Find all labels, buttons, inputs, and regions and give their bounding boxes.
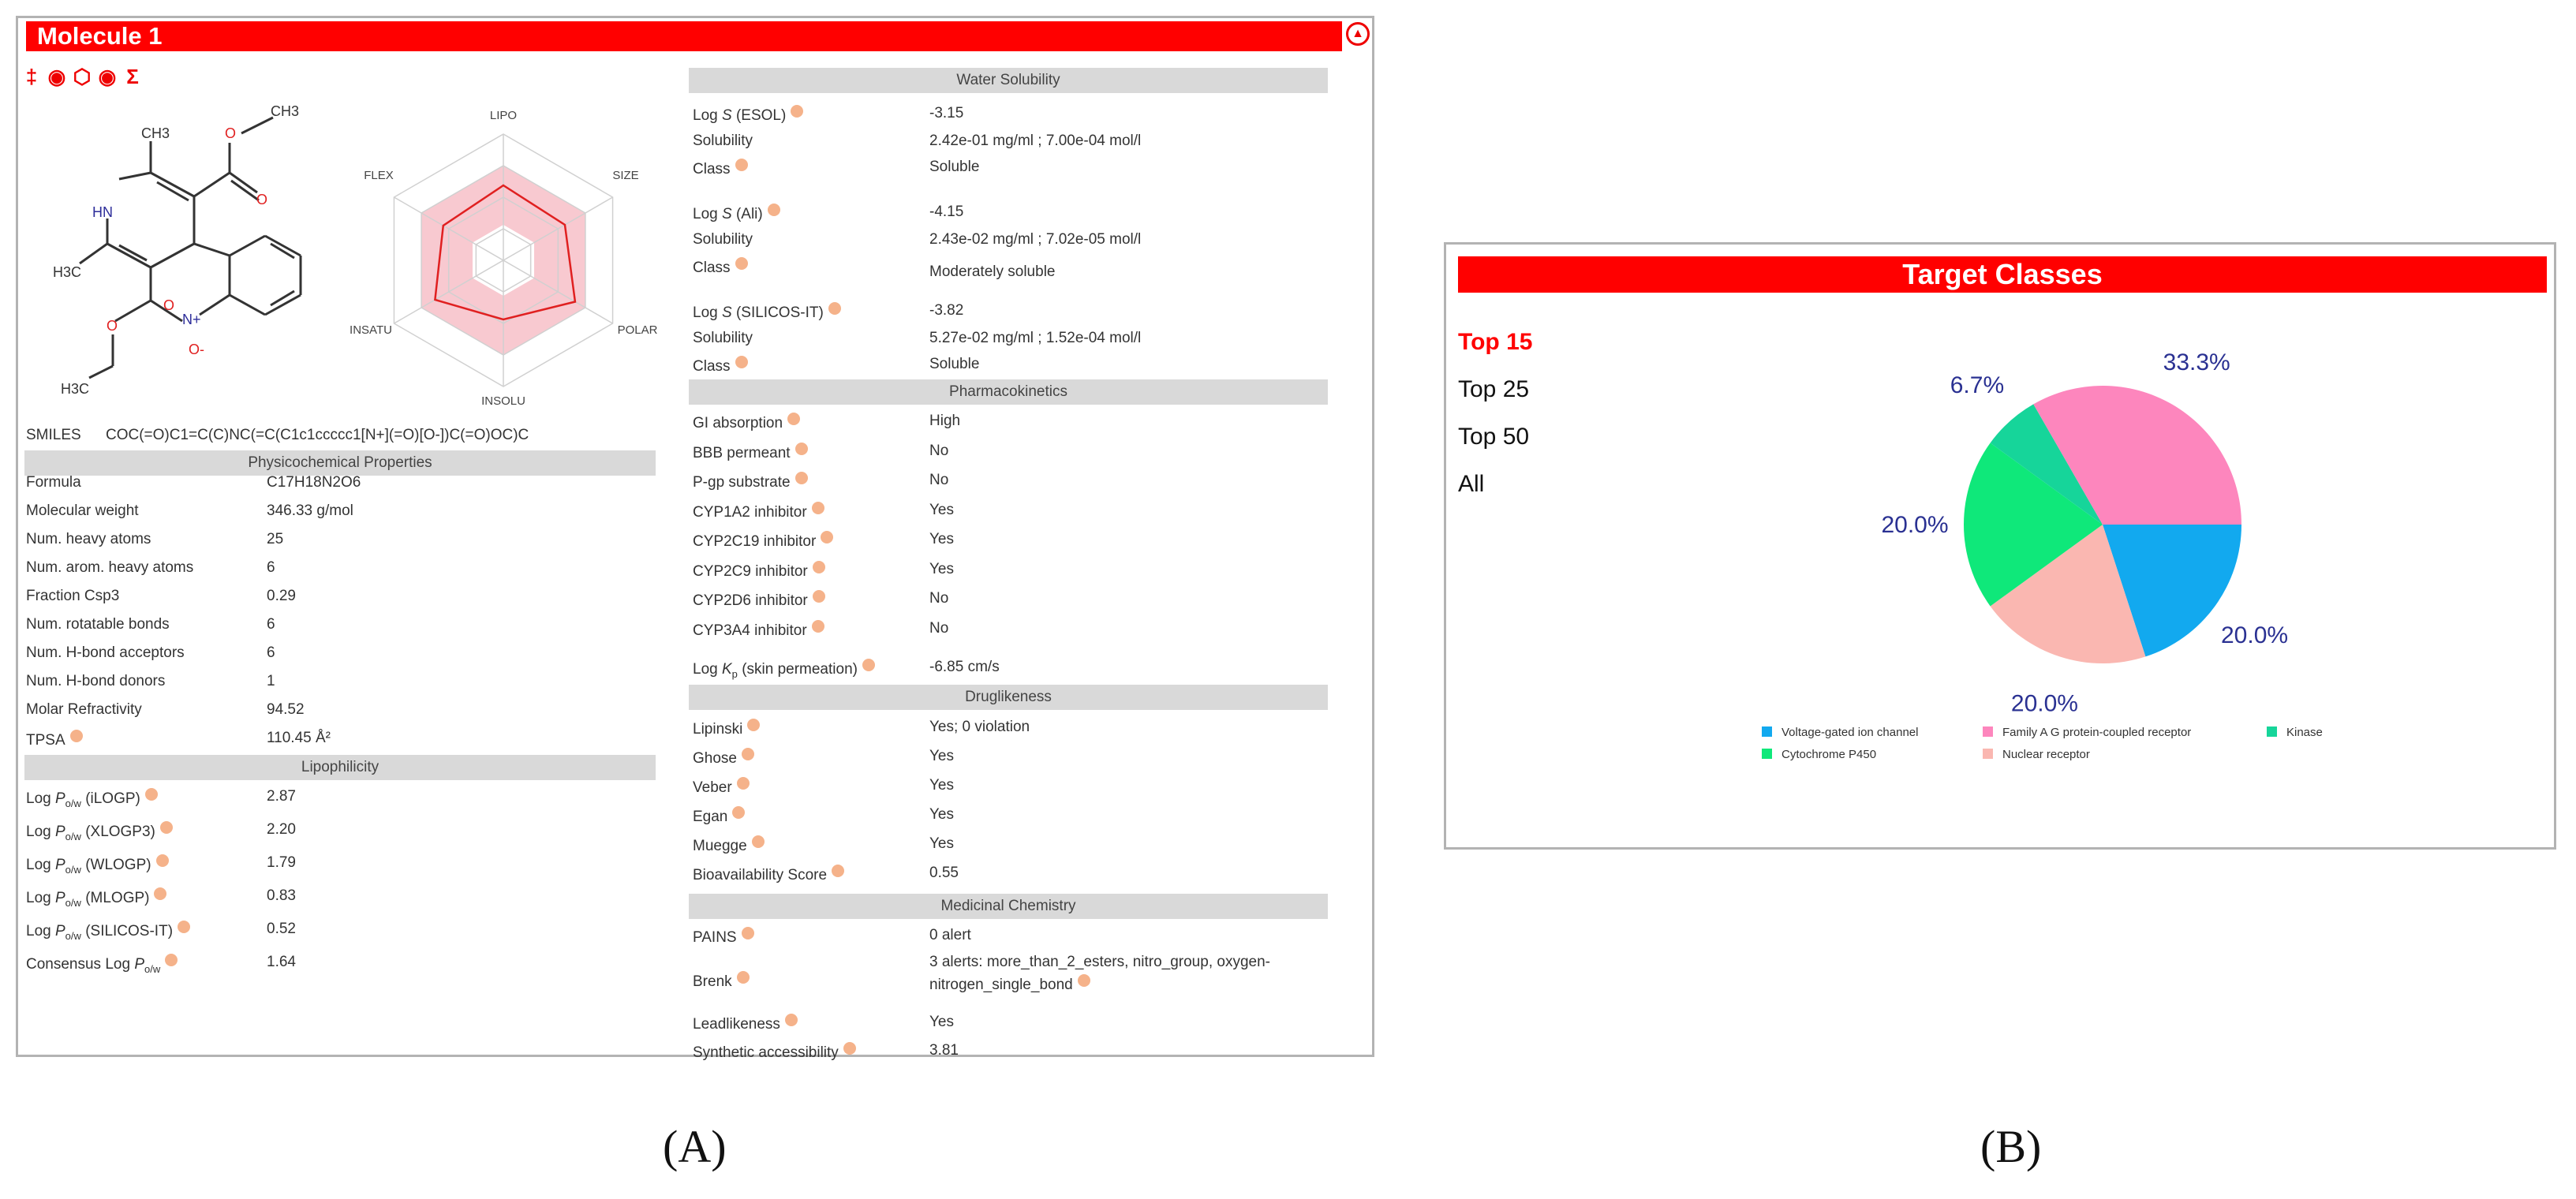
physchem-label-text: Formula: [26, 474, 81, 491]
info-icon[interactable]: [737, 777, 750, 790]
dl-row-value: 0.55: [929, 865, 959, 881]
legend-item: Kinase: [2267, 726, 2323, 739]
pie-data-label: 20.0%: [1881, 512, 1949, 538]
mc-row-value-cont: nitrogen_single_bond: [929, 974, 1090, 994]
tab-all[interactable]: All: [1458, 471, 1485, 497]
info-icon[interactable]: [752, 835, 765, 848]
medicinal-chemistry-section-header: Medicinal Chemistry: [689, 894, 1328, 919]
kp-row-value: -6.85 cm/s: [929, 659, 1000, 675]
nh-label: HN: [92, 204, 113, 220]
physchem-label-text: Fraction Csp3: [26, 588, 120, 604]
physchem-label-text: Num. H-bond acceptors: [26, 644, 185, 661]
pk-row-label: [693, 531, 833, 551]
physchem-row-label: [26, 701, 142, 719]
legend-item: Nuclear receptor: [1983, 748, 2090, 761]
physchem-row-label: [26, 673, 165, 690]
radar-label-insolu: INSOLU: [481, 394, 525, 408]
info-icon[interactable]: [812, 620, 824, 633]
info-icon[interactable]: [813, 590, 825, 603]
info-icon[interactable]: [813, 561, 825, 573]
log-s-value: -3.82: [929, 302, 964, 319]
info-icon[interactable]: [768, 204, 780, 216]
smiles-value: COC(=O)C1=C(C)NC(=C(C1c1ccccc1[N+](=O)[O-])C(=O)OC)C: [105, 427, 529, 443]
log-text: Log: [693, 304, 718, 321]
lipo-row-value: 2.20: [267, 821, 296, 838]
physchem-row-label: [26, 502, 139, 520]
oxygen-label: O: [225, 125, 237, 141]
pk-label-text: P-gp substrate: [693, 474, 791, 491]
figure-label-b: (B): [1980, 1121, 2042, 1172]
dl-row-label: [693, 748, 754, 768]
s-text: S: [721, 107, 732, 124]
lipo-row-label: Log $P_{o/w}$ (WLOGP): [26, 854, 169, 876]
target-classes-title: Target Classes: [1458, 256, 2547, 293]
info-icon[interactable]: [154, 887, 166, 900]
pk-row-label: [693, 590, 825, 610]
mc-row-value: 3.81: [929, 1042, 959, 1059]
info-icon[interactable]: [160, 821, 173, 834]
dl-row-value: Yes; 0 violation: [929, 719, 1030, 735]
physchem-label-text: Num. H-bond donors: [26, 673, 166, 689]
pk-row-label: [693, 620, 824, 640]
info-icon[interactable]: [735, 257, 748, 270]
dl-row-label: [693, 835, 765, 855]
pk-row-label: [693, 443, 808, 462]
mc-row-label: PAINS: [693, 927, 754, 947]
log-s-value: -3.15: [929, 105, 964, 121]
s-text: S: [721, 206, 732, 222]
pk-row-label: [693, 413, 800, 432]
info-icon[interactable]: [862, 659, 875, 671]
physchem-row-value: 1: [267, 673, 275, 689]
class-label: [693, 159, 748, 178]
tab-top-50[interactable]: Top 50: [1458, 424, 1530, 450]
info-icon[interactable]: [821, 531, 833, 543]
solubility-value: 2.43e-02 mg/ml ; 7.02e-05 mol/l: [929, 231, 1142, 248]
kp-row-label: Log $K_p$ (skin permeation): [693, 659, 875, 680]
pk-row-value: No: [929, 590, 949, 607]
physchem-row-value: C17H18N2O6: [267, 474, 361, 491]
fork-knife-icon[interactable]: ‡: [25, 65, 38, 88]
pk-row-value: Yes: [929, 531, 954, 547]
legend-swatch: [1983, 749, 1993, 759]
pk-row-value: Yes: [929, 560, 954, 577]
class-label-text: Class: [693, 358, 731, 375]
lipo-row-value: 0.83: [267, 887, 296, 904]
legend-swatch: [2267, 726, 2277, 737]
physchem-row-value: 94.52: [267, 701, 305, 718]
legend-item: Cytochrome P450: [1762, 748, 1876, 761]
method-text: (SILICOS-IT): [735, 304, 824, 321]
physchem-row-value: 6: [267, 644, 275, 661]
class-label-text: Class: [693, 260, 731, 276]
physchem-row-label: [26, 616, 170, 633]
target-classes-pie-chart: [1746, 316, 2456, 718]
ch3-label: CH3: [141, 125, 170, 141]
pk-label-text: BBB permeant: [693, 444, 791, 461]
info-icon[interactable]: [70, 730, 83, 742]
lipo-row-value: 1.64: [267, 954, 296, 970]
target-classes-panel: [1444, 242, 2556, 850]
legend-swatch: [1983, 726, 1993, 737]
physchem-label-text: Num. rotatable bonds: [26, 616, 170, 633]
physchem-row-value: 0.29: [267, 588, 296, 604]
info-icon[interactable]: [178, 921, 190, 933]
info-icon[interactable]: [732, 806, 745, 819]
legend-item: Voltage-gated ion channel: [1762, 726, 1918, 739]
physchem-row-value: 346.33 g/mol: [267, 502, 353, 519]
druglikeness-section-header: Druglikeness: [689, 685, 1328, 710]
solubility-value: 2.42e-01 mg/ml ; 7.00e-04 mol/l: [929, 133, 1142, 149]
oxygen-label: O-: [189, 342, 204, 357]
chevron-up-circle-icon[interactable]: ▲: [1346, 22, 1370, 46]
tab-top-25[interactable]: Top 25: [1458, 376, 1530, 402]
dl-row-label: [693, 719, 760, 738]
log-s-row-label: [693, 302, 841, 322]
water-solubility-section-header: Water Solubility: [689, 68, 1328, 93]
molecule-structure-drawing: [24, 94, 340, 417]
dl-row-value: Yes: [929, 806, 954, 823]
smiles-row: [26, 427, 529, 444]
dl-row-value: Yes: [929, 777, 954, 794]
class-label: [693, 257, 748, 277]
info-icon[interactable]: [747, 719, 760, 731]
physchem-section-header: Physicochemical Properties: [24, 450, 656, 476]
pk-row-value: No: [929, 619, 949, 637]
ch3-label: H3C: [61, 381, 90, 397]
pk-label-text: GI absorption: [693, 415, 783, 431]
oxygen-label: O: [107, 318, 118, 334]
solubility-label: Solubility: [693, 231, 753, 248]
info-icon[interactable]: [795, 443, 808, 455]
pk-row-value: Yes: [929, 501, 954, 518]
pk-row-label: [693, 561, 825, 581]
class-value: Soluble: [929, 356, 980, 372]
sigma-icon[interactable]: Σ: [126, 65, 139, 88]
info-icon[interactable]: [787, 413, 800, 425]
solubility-label: Solubility: [693, 133, 753, 149]
molecule-panel: [16, 16, 1374, 1061]
ch3-label: H3C: [53, 264, 82, 280]
physchem-row-label: [26, 559, 193, 577]
lipo-row-label: Log $P_{o/w}$ (MLOGP): [26, 887, 166, 909]
pk-label-text: CYP2C19 inhibitor: [693, 533, 817, 550]
pie-data-label: 33.3%: [2163, 349, 2230, 376]
class-value: Moderately soluble: [929, 263, 1056, 280]
lipo-row-value: 2.87: [267, 788, 296, 805]
physchem-row-value: 110.45 Å²: [267, 730, 331, 746]
lipo-row-value: 1.79: [267, 854, 296, 871]
physchem-row-label: [26, 730, 83, 749]
legend-item: Family A G protein-coupled receptor: [1983, 726, 2191, 739]
pie-data-label: 6.7%: [1950, 372, 2005, 398]
mc-row-value: 0 alert: [929, 927, 971, 943]
log-text: Log: [693, 107, 718, 124]
pk-label-text: CYP1A2 inhibitor: [693, 503, 807, 521]
info-icon[interactable]: [145, 788, 158, 801]
physchem-row-value: 25: [267, 531, 284, 547]
tab-top-15[interactable]: Top 15: [1458, 329, 1533, 355]
mc-row-value: 3 alerts: more_than_2_esters, nitro_group, oxygen-: [929, 954, 1270, 970]
info-icon[interactable]: [742, 927, 754, 939]
solubility-label: Solubility: [693, 330, 753, 346]
ch3-label: CH3: [271, 103, 300, 119]
mc-row-value: Yes: [929, 1014, 954, 1030]
tool-icon-bar: [21, 64, 143, 89]
method-text: (Ali): [735, 206, 763, 222]
pk-label-text: CYP2D6 inhibitor: [693, 592, 808, 609]
dl-row-label: [693, 806, 745, 826]
class-label: [693, 356, 748, 375]
physchem-row-value: 6: [267, 616, 275, 633]
method-text: (ESOL): [735, 107, 787, 124]
radar-label-lipo: LIPO: [489, 109, 518, 122]
pill-icon[interactable]: ◉: [98, 65, 117, 88]
class-value: Soluble: [929, 159, 980, 175]
physchem-label-text: TPSA: [26, 732, 65, 749]
log-text: Log: [693, 206, 718, 222]
radar-label-insatu: INSATU: [350, 323, 392, 337]
lipo-row-label: Log $P_{o/w}$ (XLOGP3): [26, 821, 173, 842]
radar-label-flex: FLEX: [364, 169, 394, 182]
pk-row-label: [693, 472, 808, 491]
physchem-label-text: Molecular weight: [26, 502, 139, 519]
dl-label-text: Veber: [693, 779, 732, 796]
lipo-row-value: 0.52: [267, 921, 296, 937]
pk-label-text: CYP3A4 inhibitor: [693, 622, 807, 639]
radar-label-polar: POLAR: [617, 323, 658, 337]
log-s-row-label: [693, 105, 803, 125]
dl-row-label: [693, 865, 844, 884]
info-icon[interactable]: [832, 865, 844, 877]
pharmacokinetics-section-header: Pharmacokinetics: [689, 379, 1328, 405]
info-icon[interactable]: [812, 502, 824, 514]
dl-row-value: Yes: [929, 835, 954, 852]
dl-label-text: Lipinski: [693, 721, 743, 738]
physchem-row-label: [26, 644, 185, 662]
physchem-label-text: Num. arom. heavy atoms: [26, 559, 194, 576]
info-icon[interactable]: [737, 971, 750, 984]
pk-row-value: No: [929, 472, 949, 488]
oxygen-label: O: [256, 192, 268, 207]
physchem-row-value: 6: [267, 559, 275, 576]
hexagon-icon[interactable]: ⬡: [73, 65, 92, 88]
pie-data-label: 20.0%: [2010, 690, 2078, 717]
info-icon[interactable]: [156, 854, 169, 867]
bioavailability-radar: [314, 91, 693, 430]
mc-row-label: Brenk: [693, 971, 750, 991]
lipophilicity-section-header: Lipophilicity: [24, 755, 656, 780]
info-icon[interactable]: [795, 472, 808, 484]
info-icon[interactable]: [791, 105, 803, 118]
dl-label-text: Muegge: [693, 838, 747, 854]
pk-row-value: No: [929, 442, 949, 459]
pk-row-value: High: [929, 413, 961, 429]
dl-label-text: Ghose: [693, 750, 737, 767]
physchem-row-label: [26, 588, 119, 605]
physchem-row-label: [26, 531, 151, 548]
s-text: S: [721, 304, 732, 321]
info-icon[interactable]: [785, 1014, 798, 1026]
nitrogen-label: N+: [182, 312, 201, 327]
dl-row-label: [693, 777, 750, 797]
dl-row-value: Yes: [929, 748, 954, 764]
class-label-text: Class: [693, 161, 731, 177]
physchem-row-label: [26, 474, 81, 491]
legend-swatch: [1762, 749, 1772, 759]
smiles-label: SMILES: [26, 427, 81, 443]
pk-label-text: CYP2C9 inhibitor: [693, 562, 808, 580]
mc-row-label: Synthetic accessibility: [693, 1042, 856, 1062]
target-icon[interactable]: ◉: [47, 65, 66, 88]
info-icon[interactable]: [735, 159, 748, 171]
info-icon[interactable]: [1078, 974, 1090, 987]
solubility-value: 5.27e-02 mg/ml ; 1.52e-04 mol/l: [929, 330, 1142, 346]
physchem-label-text: Num. heavy atoms: [26, 531, 151, 547]
pk-row-label: [693, 502, 824, 521]
oxygen-label: O: [163, 297, 175, 313]
info-icon[interactable]: [735, 356, 748, 368]
log-s-row-label: [693, 204, 780, 223]
dl-label-text: Bioavailability Score: [693, 867, 828, 883]
lipo-row-label: Consensus Log $P_{o/w}$: [26, 954, 178, 975]
physchem-label-text: Molar Refractivity: [26, 701, 142, 718]
log-s-value: -4.15: [929, 204, 964, 220]
info-icon[interactable]: [742, 748, 754, 760]
info-icon[interactable]: [843, 1042, 856, 1055]
figure-label-a: (A): [663, 1121, 727, 1172]
lipo-row-label: Log $P_{o/w}$ (iLOGP): [26, 788, 158, 809]
dl-label-text: Egan: [693, 809, 728, 825]
radar-label-size: SIZE: [612, 169, 639, 182]
mc-row-label: Leadlikeness: [693, 1014, 798, 1033]
pie-data-label: 20.0%: [2221, 622, 2289, 648]
molecule-title: Molecule 1: [26, 21, 1342, 51]
info-icon[interactable]: [165, 954, 178, 966]
lipo-row-label: Log $P_{o/w}$ (SILICOS-IT): [26, 921, 190, 942]
legend-swatch: [1762, 726, 1772, 737]
info-icon[interactable]: [828, 302, 841, 315]
